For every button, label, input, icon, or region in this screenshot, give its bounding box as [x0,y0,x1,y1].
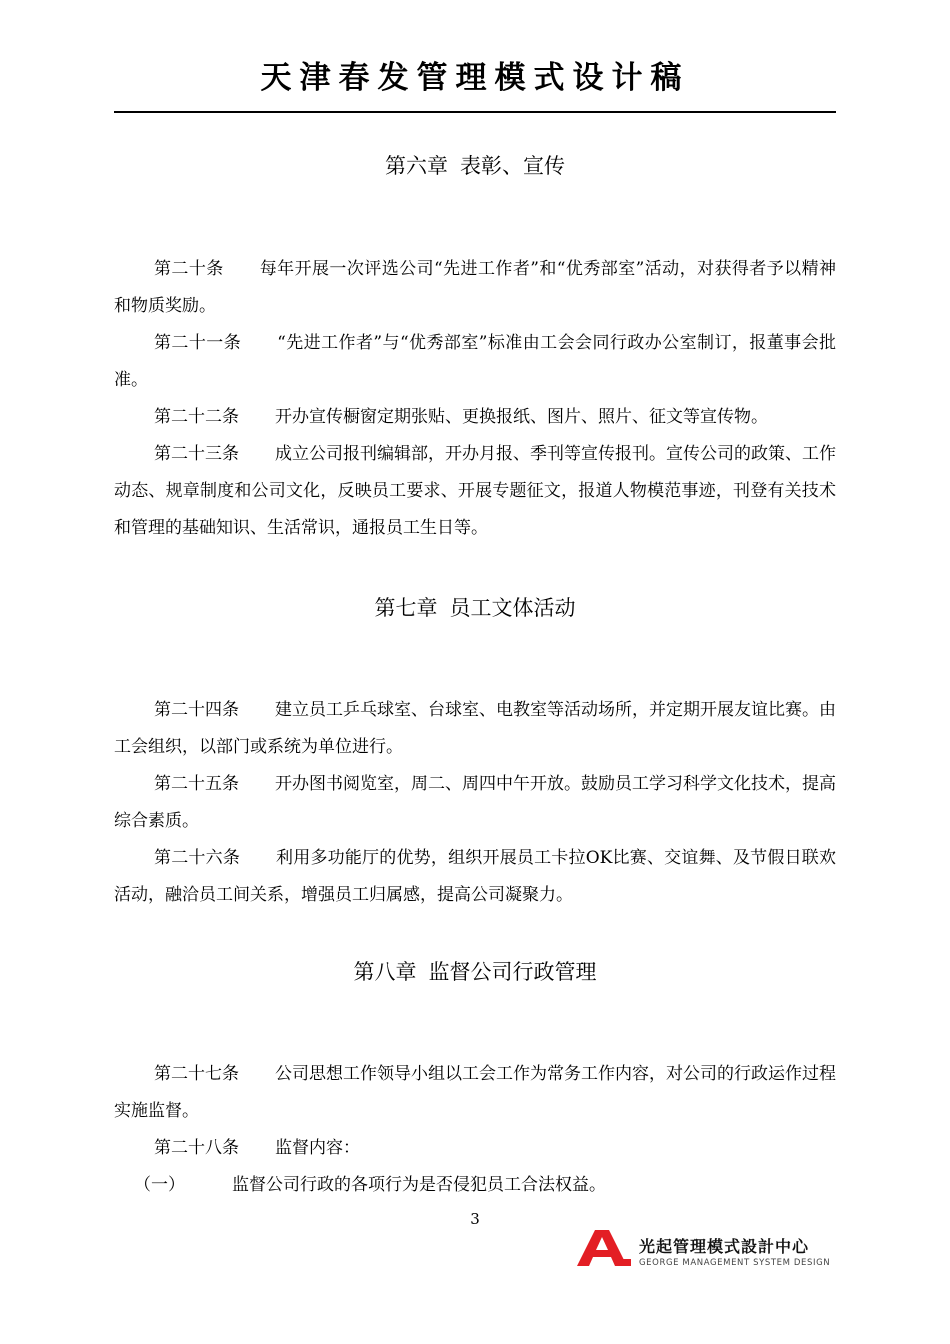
article-paragraph [114,1130,836,1167]
brand-name-en: GEORGE MANAGEMENT SYSTEM DESIGN [639,1258,831,1268]
article-number: 第二十六条 [154,848,241,868]
article-paragraph [114,325,836,399]
brand-name-cn: 光起管理模式設計中心 [639,1237,810,1256]
article-paragraph [114,399,836,436]
article-text: 利用多功能厅的优势，组织开展员工卡拉OK比赛、交谊舞、及节假日联欢活动，融洽员工间关系，增强员工归属感，提高公司凝聚力。 [114,848,837,905]
chapter-label: 第八章 [353,960,417,984]
document-title: 天津春发管理模式设计稿 [260,60,690,96]
article-number: 第二十四条 [154,700,239,720]
chapter-title: 员工文体活动 [449,596,576,620]
article-text: 成立公司报刊编辑部，开办月报、季刊等宣传报刊。宣传公司的政策、工作动态、规章制度和公司文化，反映员工要求、开展专题征文，报道人物模范事迹，刊登有关技术和管理的基础知识、生活常识，通报员工生日等。 [114,444,836,538]
article-number: 第二十条 [154,259,224,279]
article-number: 第二十二条 [154,407,239,427]
article-text: 公司思想工作领导小组以工会工作为常务工作内容，对公司的行政运作过程实施监督。 [114,1064,836,1121]
brand-footer [575,1228,840,1272]
brand-logo-icon [575,1228,633,1268]
article-number: 第二十七条 [154,1064,239,1084]
article-number: 第二十八条 [154,1138,239,1158]
list-item-text: 监督公司行政的各项行为是否侵犯员工合法权益。 [232,1175,606,1195]
header-rule [114,111,836,113]
article-paragraph [114,1056,836,1130]
article-paragraph [114,766,836,840]
article-text: 开办图书阅览室，周二、周四中午开放。鼓励员工学习科学文化技术，提高综合素质。 [114,774,836,831]
article-text: 建立员工乒乓球室、台球室、电教室等活动场所，并定期开展友谊比赛。由工会组织，以部门或系统为单位进行。 [114,700,836,757]
article-paragraph [114,251,836,325]
article-paragraph [114,436,836,547]
article-text: 每年开展一次评选公司“先进工作者”和“优秀部室”活动，对获得者予以精神和物质奖励。 [114,259,837,316]
list-item [114,1167,836,1204]
chapter-heading [0,592,950,622]
article-number: 第二十五条 [154,774,239,794]
article-text: 监督内容： [275,1138,360,1158]
chapter-heading [0,150,950,180]
article-number: 第二十一条 [154,333,242,353]
chapter-label: 第七章 [374,596,438,620]
chapter-label: 第六章 [385,154,448,178]
article-paragraph [114,840,836,914]
chapter-title: 表彰、宣传 [460,154,565,178]
chapter-title: 监督公司行政管理 [428,960,597,984]
article-paragraph [114,692,836,766]
article-text: 开办宣传橱窗定期张贴、更换报纸、图片、照片、征文等宣传物。 [275,407,768,427]
chapter-heading [0,956,950,986]
page-number: 3 [470,1210,480,1228]
article-number: 第二十三条 [154,444,239,464]
article-text: “先进工作者”与“优秀部室”标准由工会会同行政办公室制订，报董事会批准。 [114,333,837,390]
list-item-number: （一） [134,1175,185,1195]
